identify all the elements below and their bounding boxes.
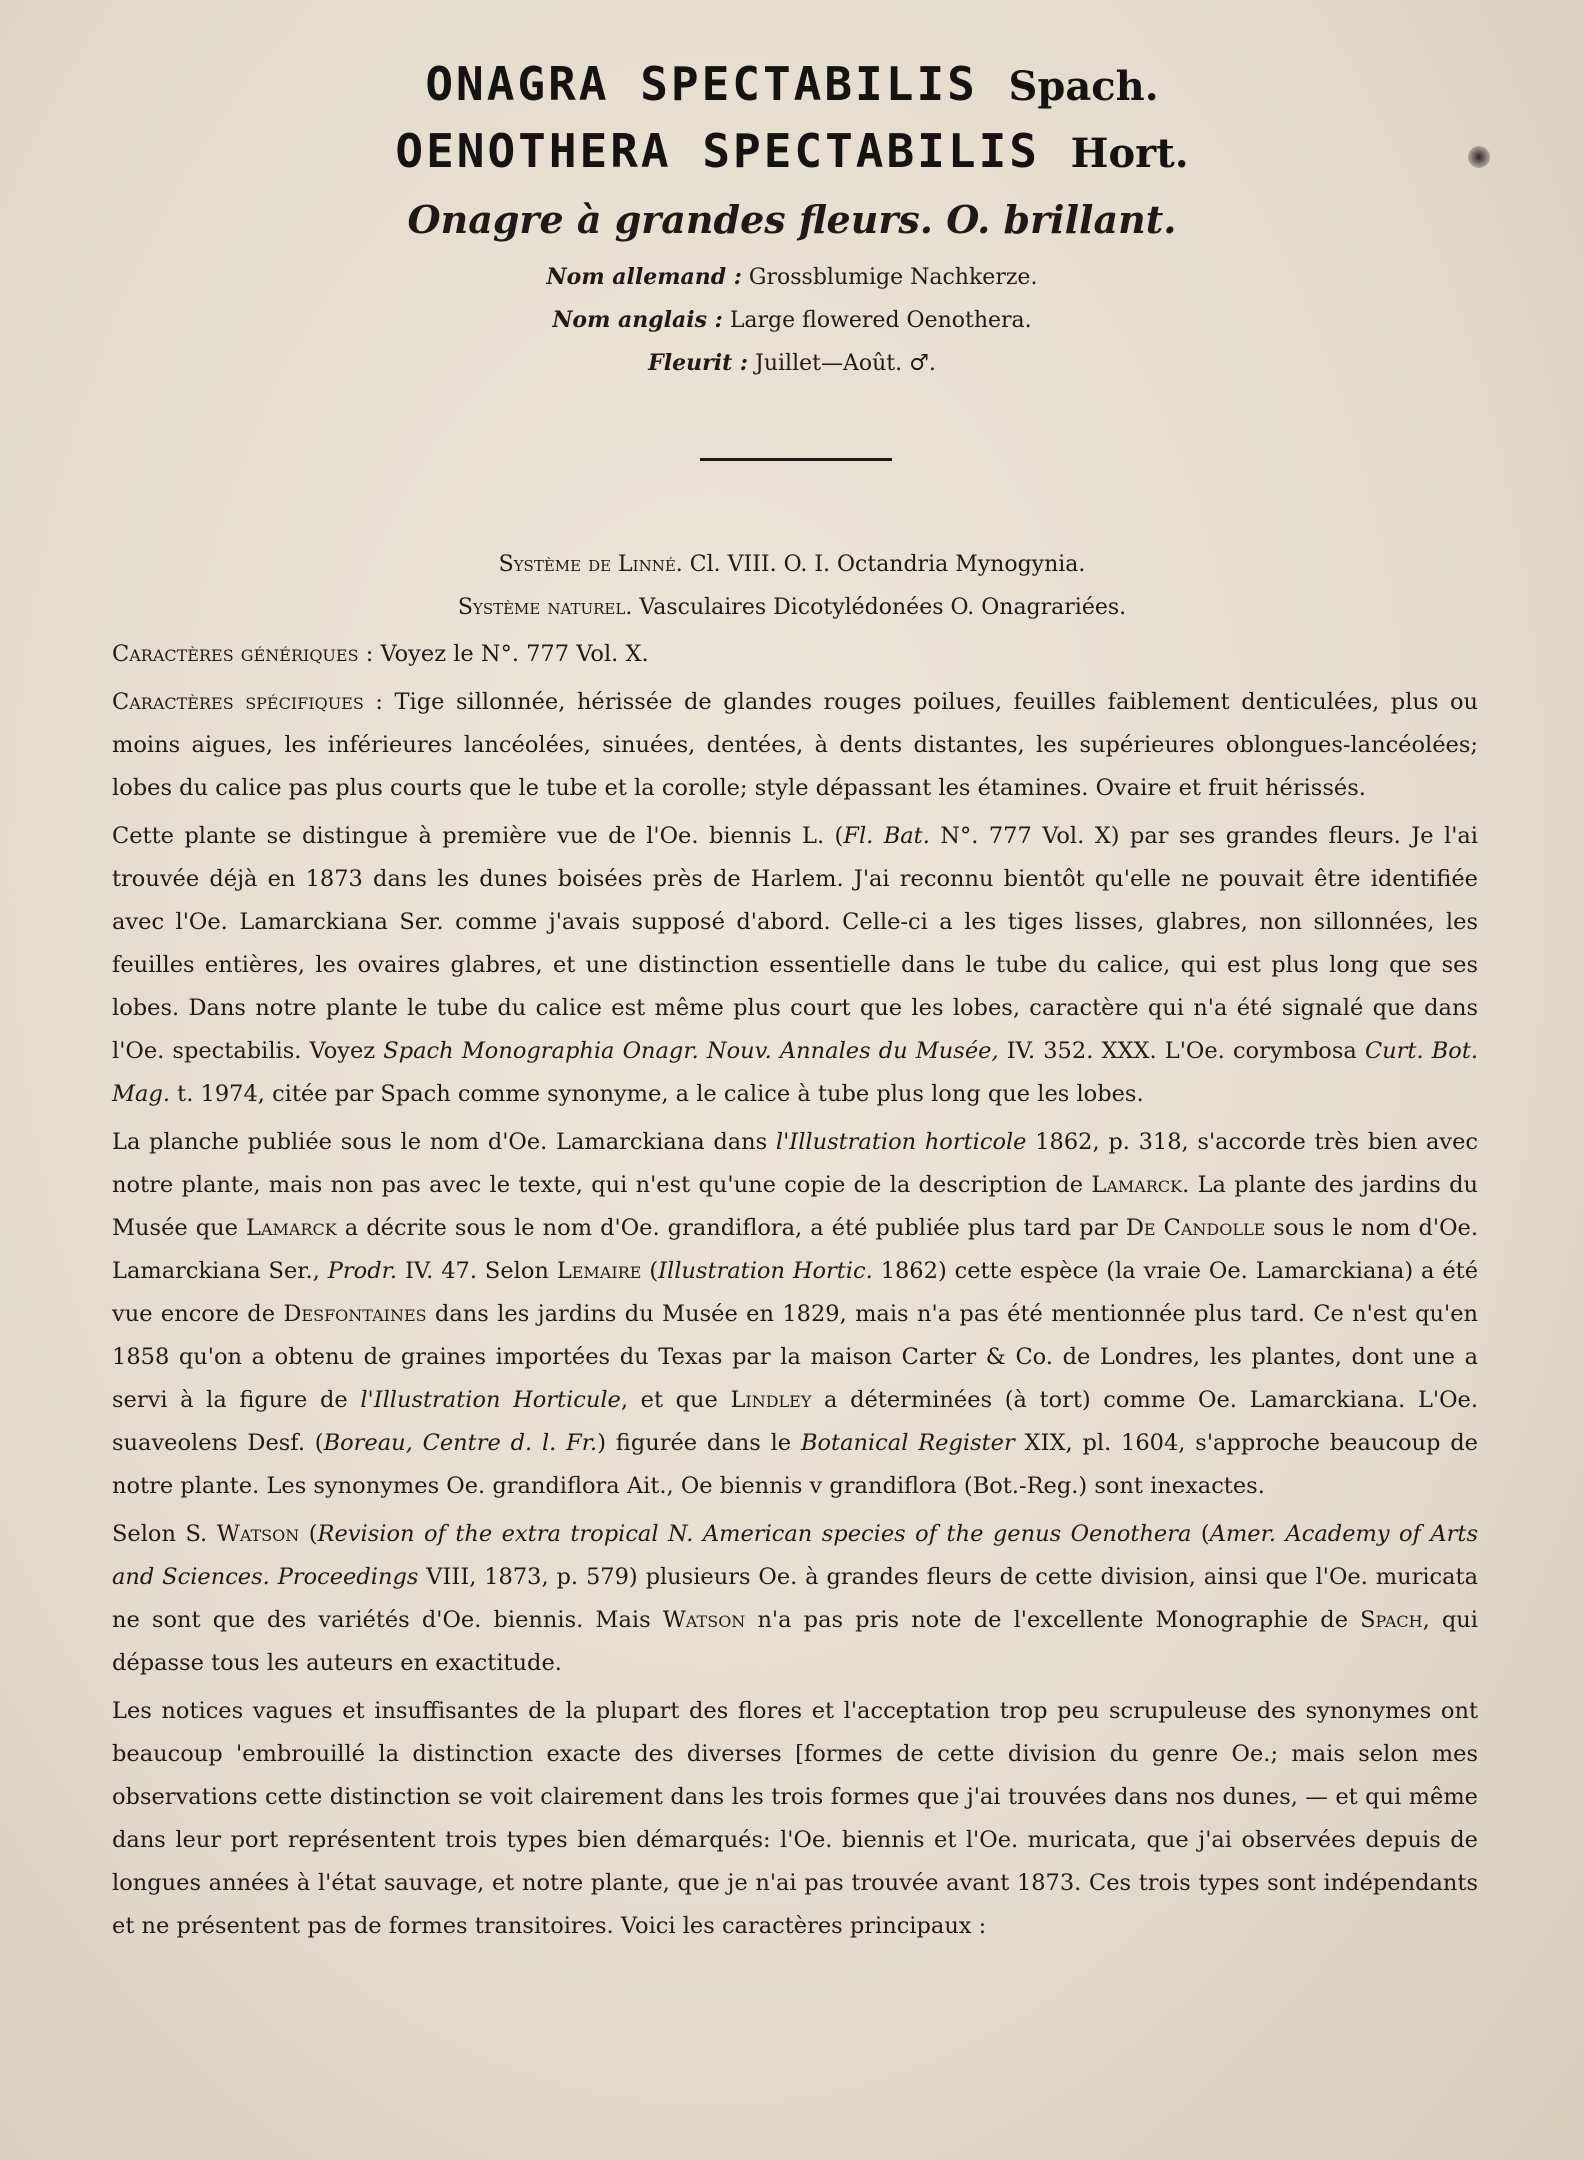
english-name: Nom anglais : Large flowered Oenothera. (552, 307, 1032, 333)
flowering: Fleurit : Juillet—Août. ♂. (648, 350, 936, 376)
linne-system: Système de Linné. Cl. VIII. O. I. Octandria Mynogynia. (498, 552, 1086, 577)
body-text (112, 633, 1478, 1953)
generic-characters: Caractères génériques : Voyez le N°. 777 Vol. X. (112, 641, 649, 667)
header (0, 52, 1584, 385)
natural-system: Système naturel. Vasculaires Dicotylédonées O. Onagrariées. (457, 595, 1127, 620)
paragraph-1: Cette plante se distingue à première vue de l'Oe. biennis L. (Fl. Bat. N°. 777 Vol. X) par ses grandes fleurs. Je l'ai trouvée déjà en 1873 dans les dunes boisées près de Harlem. J'ai reconnu bientôt qu'elle ne pouvait être identifiée avec l'Oe. Lamarckiana Ser. comme j'avais supposé d'abord. Celle-ci a les tiges lisses, glabres, non sillonnées, les feuilles entières, les ovaires glabres, et une distinction essentielle dans le tube du calice, qui est plus long que ses lobes. Dans notre plante le tube du calice est même plus court que les lobes, caractère qui n'a été signalé que dans l'Oe. spectabilis. Voyez Spach Monographia Onagr. Nouv. Annales du Musée, IV. 352. XXX. L'Oe. corymbosa Curt. Bot. Mag. t. 1974, citée par Spach comme synonyme, a le calice à tube plus long que les lobes. (112, 823, 1479, 1107)
paragraph-2: La planche publiée sous le nom d'Oe. Lamarckiana dans l'Illustration horticole 1862, p. 318, s'accorde très bien avec notre plante, mais non pas avec le texte, qui n'est qu'une copie de la description de Lamarck. La plante des jardins du Musée que Lamarck a décrite sous le nom d'Oe. grandiflora, a été publiée plus tard par De Candolle sous le nom d'Oe. Lamarckiana Ser., Prodr. IV. 47. Selon Lemaire (Illustration Hortic. 1862) cette espèce (la vraie Oe. Lamarckiana) a été vue encore de Desfontaines dans les jardins du Musée en 1829, mais n'a pas été mentionnée plus tard. Ce n'est qu'en 1858 qu'on a obtenu de graines importées du Texas par la maison Carter & Co. de Londres, les plantes, dont une a servi à la figure de l'Illustration Horticule, et que Lindley a déterminées (à tort) comme Oe. Lamarckiana. L'Oe. suaveolens Desf. (Boreau, Centre d. l. Fr.) figurée dans le Botanical Register XIX, pl. 1604, s'approche beaucoup de notre plante. Les synonymes Oe. grandiflora Ait., Oe biennis v grandiflora (Bot.-Reg.) sont inexactes. (112, 1129, 1479, 1499)
subtitle: Onagre à grandes fleurs. O. brillant. (407, 197, 1177, 242)
classification-systems (0, 543, 1584, 629)
german-name: Nom allemand : Grossblumige Nachkerze. (546, 264, 1038, 290)
specific-characters: Caractères spécifiques : Tige sillonnée, hérissée de glandes rouges poilues, feuilles faiblement denticulées, plus ou moins aigues, les inférieures lancéolées, sinuées, dentées, à dents distantes, les supérieures oblongues-lancéolées; lobes du calice pas plus courts que le tube et la corolle; style dépassant les étamines. Ovaire et fruit hérissés. (112, 689, 1479, 801)
paragraph-3: Selon S. Watson (Revision of the extra tropical N. American species of the genus Oenothera (Amer. Academy of Arts and Sciences. Proceedings VIII, 1873, p. 579) plusieurs Oe. à grandes fleurs de cette division, ainsi que l'Oe. muricata ne sont que des variétés d'Oe. biennis. Mais Watson n'a pas pris note de l'excellente Monographie de Spach, qui dépasse tous les auteurs en exactitude. (112, 1521, 1478, 1676)
title-line-1: ONAGRA SPECTABILIS Spach. (425, 57, 1159, 111)
paragraph-4: Les notices vagues et insuffisantes de la plupart des flores et l'acceptation trop peu scrupuleuse des synonymes ont beaucoup 'embrouillé la distinction exacte des diverses [formes de cette division du genre Oe.; mais selon mes observations cette distinction se voit clairement dans les trois formes que j'ai trouvées dans nos dunes, — et qui même dans leur port représentent trois types bien démarqués: l'Oe. biennis et l'Oe. muricata, que j'ai observées depuis de longues années à l'état sauvage, et notre plante, que je n'ai pas trouvée avant 1873. Ces trois types sont indépendants et ne présentent pas de formes transitoires. Voici les caractères principaux : (112, 1698, 1478, 1939)
title-line-2: OENOTHERA SPECTABILIS Hort. (395, 124, 1189, 178)
divider-rule (700, 458, 892, 461)
